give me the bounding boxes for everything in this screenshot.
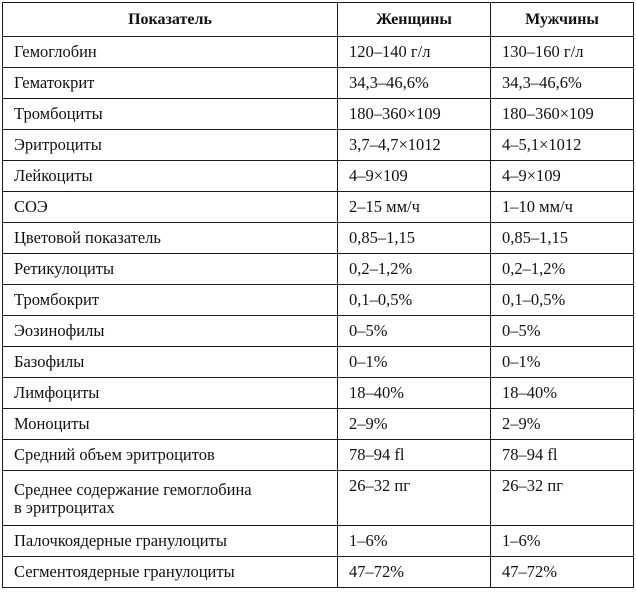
- indicator-cell: Моноциты: [3, 409, 338, 440]
- indicator-cell: Гемоглобин: [3, 37, 338, 68]
- indicator-cell: Цветовой показатель: [3, 223, 338, 254]
- men-value-cell: 47–72%: [491, 557, 634, 588]
- women-value-cell: 2–9%: [338, 409, 491, 440]
- indicator-cell: Гематокрит: [3, 68, 338, 99]
- women-value-cell: 0,85–1,15: [338, 223, 491, 254]
- men-value-cell: 18–40%: [491, 378, 634, 409]
- table-row: [3, 378, 634, 409]
- men-value-cell: 26–32 пг: [491, 471, 634, 526]
- table-row: [3, 223, 634, 254]
- women-value-cell: 4–9×109: [338, 161, 491, 192]
- table-row: [3, 161, 634, 192]
- table-row: [3, 130, 634, 161]
- men-value-cell: 180–360×109: [491, 99, 634, 130]
- women-value-cell: 0,2–1,2%: [338, 254, 491, 285]
- women-value-cell: 26–32 пг: [338, 471, 491, 526]
- header-men: Мужчины: [491, 3, 634, 37]
- indicator-cell: [3, 471, 338, 526]
- women-value-cell: 180–360×109: [338, 99, 491, 130]
- table-row: [3, 254, 634, 285]
- women-value-cell: 0–5%: [338, 316, 491, 347]
- indicator-cell: Сегментоядерные гранулоциты: [3, 557, 338, 588]
- indicator-cell: Тромбоциты: [3, 99, 338, 130]
- table-header-row: [3, 3, 634, 37]
- indicator-cell: Лимфоциты: [3, 378, 338, 409]
- indicator-cell: СОЭ: [3, 192, 338, 223]
- men-value-cell: 78–94 fl: [491, 440, 634, 471]
- indicator-line-1: Среднее содержание гемоглобина: [14, 480, 252, 499]
- table-row: [3, 471, 634, 526]
- table-row: [3, 347, 634, 378]
- indicator-cell: Базофилы: [3, 347, 338, 378]
- indicator-cell: Средний объем эритроцитов: [3, 440, 338, 471]
- men-value-cell: 1–10 мм/ч: [491, 192, 634, 223]
- men-value-cell: 0,85–1,15: [491, 223, 634, 254]
- women-value-cell: 18–40%: [338, 378, 491, 409]
- men-value-cell: 1–6%: [491, 526, 634, 557]
- indicator-cell: Эритроциты: [3, 130, 338, 161]
- table-row: [3, 285, 634, 316]
- women-value-cell: 34,3–46,6%: [338, 68, 491, 99]
- women-value-cell: 0–1%: [338, 347, 491, 378]
- indicator-cell: Палочкоядерные гранулоциты: [3, 526, 338, 557]
- indicator-cell: Ретикулоциты: [3, 254, 338, 285]
- indicator-cell: Эозинофилы: [3, 316, 338, 347]
- table-row: [3, 557, 634, 588]
- women-value-cell: 120–140 г/л: [338, 37, 491, 68]
- indicator-cell: Тромбокрит: [3, 285, 338, 316]
- women-value-cell: 0,1–0,5%: [338, 285, 491, 316]
- table-row: [3, 440, 634, 471]
- header-women: Женщины: [338, 3, 491, 37]
- men-value-cell: 4–5,1×1012: [491, 130, 634, 161]
- women-value-cell: 3,7–4,7×1012: [338, 130, 491, 161]
- men-value-cell: 4–9×109: [491, 161, 634, 192]
- header-indicator: Показатель: [3, 3, 338, 37]
- indicator-line-2: в эритроцитах: [14, 498, 115, 517]
- reference-values-table-container: [2, 2, 633, 588]
- table-row: [3, 526, 634, 557]
- men-value-cell: 0–1%: [491, 347, 634, 378]
- table-row: [3, 99, 634, 130]
- table-row: [3, 409, 634, 440]
- women-value-cell: 1–6%: [338, 526, 491, 557]
- table-row: [3, 37, 634, 68]
- women-value-cell: 78–94 fl: [338, 440, 491, 471]
- table-row: [3, 316, 634, 347]
- women-value-cell: 2–15 мм/ч: [338, 192, 491, 223]
- indicator-cell: Лейкоциты: [3, 161, 338, 192]
- men-value-cell: 0,1–0,5%: [491, 285, 634, 316]
- table-row: [3, 68, 634, 99]
- men-value-cell: 0,2–1,2%: [491, 254, 634, 285]
- table-row: [3, 192, 634, 223]
- men-value-cell: 2–9%: [491, 409, 634, 440]
- reference-values-table: [2, 2, 634, 588]
- men-value-cell: 0–5%: [491, 316, 634, 347]
- men-value-cell: 130–160 г/л: [491, 37, 634, 68]
- men-value-cell: 34,3–46,6%: [491, 68, 634, 99]
- women-value-cell: 47–72%: [338, 557, 491, 588]
